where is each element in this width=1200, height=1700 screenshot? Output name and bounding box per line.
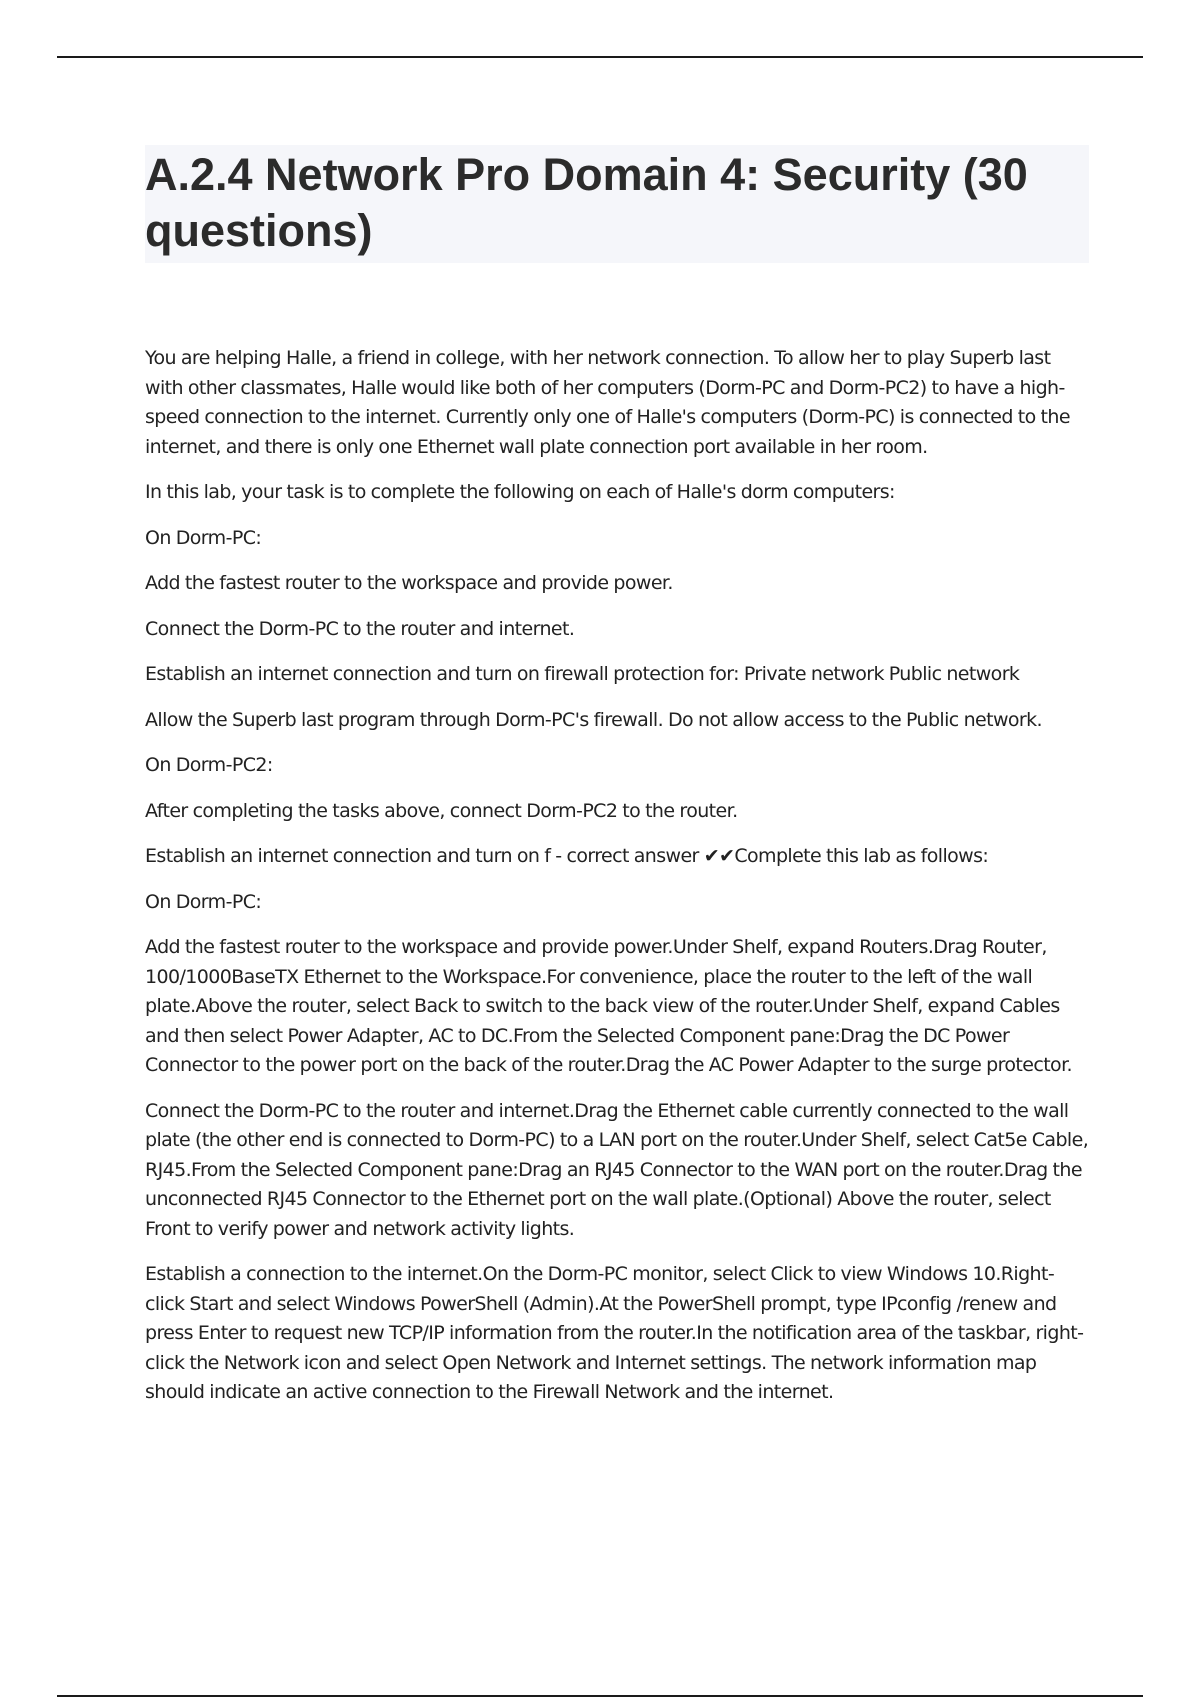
paragraph: In this lab, your task is to complete the following on each of Halle's dorm computers: bbox=[145, 481, 895, 503]
bottom-rule bbox=[57, 1695, 1143, 1697]
document-body bbox=[145, 344, 1090, 1424]
paragraph: On Dorm-PC: bbox=[145, 526, 262, 549]
title-block bbox=[145, 145, 1089, 263]
paragraph: Add the fastest router to the workspace and provide power. bbox=[145, 572, 673, 594]
paragraph: Establish a connection to the internet.On the Dorm-PC monitor, select Click to view Windows 10.Right-click Start and select Windows PowerShell (Admin).At the PowerShell prompt, type IPconfig /renew and press Enter to request new TCP/IP information from the router.In the notification area of the taskbar, right-click the Network icon and select Open Network and Internet settings. The network information map should indicate an active connection to the Firewall Network and the internet. bbox=[145, 1263, 1084, 1403]
paragraph: Add the fastest router to the workspace and provide power.Under Shelf, expand Routers.Drag Router, 100/1000BaseTX Ethernet to the Workspace.For convenience, place the router to the left of the wall plate.Above the router, select Back to switch to the back view of the router.Under Shelf, expand Cables and then select Power Adapter, AC to DC.From the Selected Component pane:Drag the DC Power Connector to the power port on the back of the router.Drag the AC Power Adapter to the surge protector. bbox=[145, 936, 1072, 1076]
paragraph: You are helping Halle, a friend in college, with her network connection. To allow her to play Superb last with other classmates, Halle would like both of her computers (Dorm-PC and Dorm-PC2) to have a high-speed connection to the internet. Currently only one of Halle's computers (Dorm-PC) is connected to the internet, and there is only one Ethernet wall plate connection port available in her room. bbox=[145, 347, 1070, 458]
top-rule bbox=[57, 56, 1143, 58]
paragraph: Connect the Dorm-PC to the router and internet. bbox=[145, 617, 575, 640]
page-title: A.2.4 Network Pro Domain 4: Security (30 questions) bbox=[145, 149, 1028, 256]
paragraph: On Dorm-PC2: bbox=[145, 754, 273, 776]
paragraph: Establish an internet connection and turn on firewall protection for: Private network Public network bbox=[145, 663, 1020, 685]
paragraph: Connect the Dorm-PC to the router and internet.Drag the Ethernet cable currently connected to the wall plate (the other end is connected to Dorm-PC) to a LAN port on the router.Under Shelf, select Cat5e Cable, RJ45.From the Selected Component pane:Drag an RJ45 Connector to the WAN port on the router.Drag the unconnected RJ45 Connector to the Ethernet port on the wall plate.(Optional) Above the router, select Front to verify power and network activity lights. bbox=[145, 1099, 1089, 1240]
paragraph: Allow the Superb last program through Dorm-PC's firewall. Do not allow access to the Public network. bbox=[145, 708, 1042, 731]
paragraph: Establish an internet connection and turn on f - correct answer ✔✔Complete this lab as follows: bbox=[145, 845, 989, 867]
paragraph: On Dorm-PC: bbox=[145, 890, 262, 913]
paragraph: After completing the tasks above, connect Dorm-PC2 to the router. bbox=[145, 799, 738, 822]
